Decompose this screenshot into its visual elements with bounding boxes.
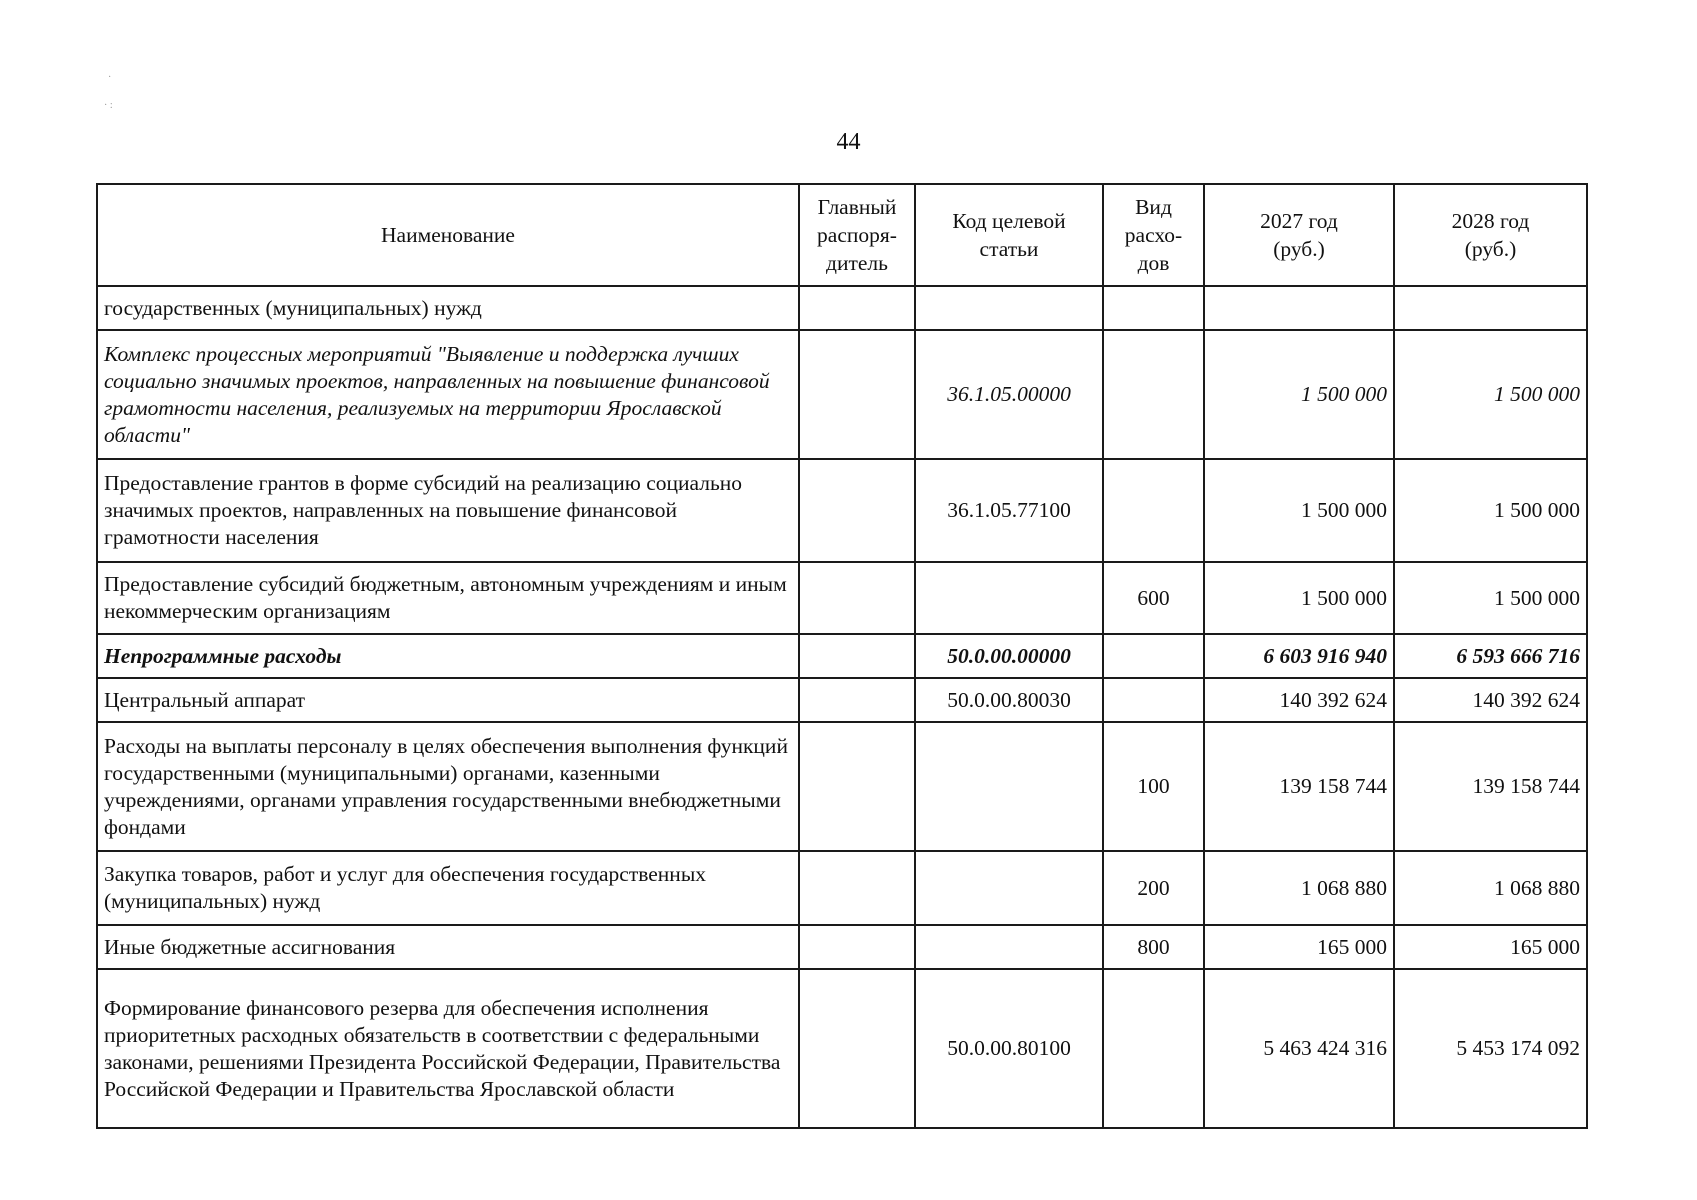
header-name: Наименование <box>97 184 799 286</box>
cell-expense-type <box>1103 330 1204 459</box>
cell-name: Предоставление субсидий бюджетным, автономным учреждениям и иным некоммерческим организациям <box>97 562 799 634</box>
cell-2028: 1 068 880 <box>1394 851 1587 925</box>
header-2028: 2028 год (руб.) <box>1394 184 1587 286</box>
table-row <box>97 851 1587 925</box>
header-manager: Главный распоря-дитель <box>799 184 915 286</box>
cell-2028: 1 500 000 <box>1394 330 1587 459</box>
cell-expense-type <box>1103 286 1204 330</box>
scan-artifact-mark: · : <box>104 100 113 111</box>
cell-manager <box>799 678 915 722</box>
cell-manager <box>799 851 915 925</box>
cell-2027: 1 500 000 <box>1204 459 1394 562</box>
cell-name: Комплекс процессных мероприятий "Выявление и поддержка лучших социально значимых проектов, направленных на повышение финансовой грамотности населения, реализуемых на территории Ярославской области" <box>97 330 799 459</box>
cell-name: Расходы на выплаты персоналу в целях обеспечения выполнения функций государственными (муниципальными) органами, казенными учреждениями, органами управления государственными внебюджетными фондами <box>97 722 799 851</box>
cell-2027: 1 068 880 <box>1204 851 1394 925</box>
cell-target-code: 50.0.00.00000 <box>915 634 1103 678</box>
cell-expense-type: 800 <box>1103 925 1204 969</box>
cell-expense-type <box>1103 634 1204 678</box>
cell-manager <box>799 722 915 851</box>
header-target-code: Код целевой статьи <box>915 184 1103 286</box>
header-2027: 2027 год (руб.) <box>1204 184 1394 286</box>
cell-expense-type <box>1103 969 1204 1128</box>
cell-2027: 139 158 744 <box>1204 722 1394 851</box>
cell-target-code: 36.1.05.77100 <box>915 459 1103 562</box>
cell-name: государственных (муниципальных) нужд <box>97 286 799 330</box>
cell-target-code <box>915 562 1103 634</box>
cell-name: Предоставление грантов в форме субсидий на реализацию социально значимых проектов, направленных на повышение финансовой грамотности населения <box>97 459 799 562</box>
cell-2028: 139 158 744 <box>1394 722 1587 851</box>
cell-expense-type: 200 <box>1103 851 1204 925</box>
cell-2028: 6 593 666 716 <box>1394 634 1587 678</box>
header-expense-type: Вид расхо-дов <box>1103 184 1204 286</box>
table-header <box>97 184 1587 286</box>
cell-2028: 1 500 000 <box>1394 459 1587 562</box>
cell-2027: 140 392 624 <box>1204 678 1394 722</box>
cell-expense-type <box>1103 678 1204 722</box>
cell-name: Центральный аппарат <box>97 678 799 722</box>
table-row <box>97 678 1587 722</box>
cell-manager <box>799 286 915 330</box>
table-row <box>97 459 1587 562</box>
table-row <box>97 634 1587 678</box>
cell-manager <box>799 459 915 562</box>
cell-2027 <box>1204 286 1394 330</box>
cell-manager <box>799 969 915 1128</box>
cell-name: Закупка товаров, работ и услуг для обеспечения государственных (муниципальных) нужд <box>97 851 799 925</box>
cell-target-code <box>915 925 1103 969</box>
cell-manager <box>799 562 915 634</box>
table-row <box>97 969 1587 1128</box>
cell-expense-type: 100 <box>1103 722 1204 851</box>
cell-target-code <box>915 722 1103 851</box>
table-body <box>97 286 1587 1128</box>
cell-target-code <box>915 851 1103 925</box>
cell-manager <box>799 330 915 459</box>
budget-table <box>96 183 1588 1129</box>
cell-2027: 165 000 <box>1204 925 1394 969</box>
cell-2028 <box>1394 286 1587 330</box>
cell-2028: 1 500 000 <box>1394 562 1587 634</box>
cell-2027: 5 463 424 316 <box>1204 969 1394 1128</box>
cell-manager <box>799 925 915 969</box>
scan-artifact-mark: · <box>108 72 112 83</box>
cell-manager <box>799 634 915 678</box>
table-row <box>97 925 1587 969</box>
header-row <box>97 184 1587 286</box>
cell-target-code: 50.0.00.80100 <box>915 969 1103 1128</box>
cell-target-code: 36.1.05.00000 <box>915 330 1103 459</box>
cell-target-code <box>915 286 1103 330</box>
cell-name: Иные бюджетные ассигнования <box>97 925 799 969</box>
cell-target-code: 50.0.00.80030 <box>915 678 1103 722</box>
cell-2028: 5 453 174 092 <box>1394 969 1587 1128</box>
page-number: 44 <box>836 129 861 155</box>
table-row <box>97 722 1587 851</box>
cell-2028: 165 000 <box>1394 925 1587 969</box>
cell-2028: 140 392 624 <box>1394 678 1587 722</box>
cell-2027: 1 500 000 <box>1204 562 1394 634</box>
cell-2027: 1 500 000 <box>1204 330 1394 459</box>
table-row <box>97 286 1587 330</box>
cell-expense-type <box>1103 459 1204 562</box>
table-row <box>97 330 1587 459</box>
cell-2027: 6 603 916 940 <box>1204 634 1394 678</box>
cell-expense-type: 600 <box>1103 562 1204 634</box>
cell-name: Непрограммные расходы <box>97 634 799 678</box>
table-row <box>97 562 1587 634</box>
cell-name: Формирование финансового резерва для обеспечения исполнения приоритетных расходных обязательств в соответствии с федеральными законами, решениями Президента Российской Федерации, Правительства Российской Федерации и Правительства Ярославской области <box>97 969 799 1128</box>
